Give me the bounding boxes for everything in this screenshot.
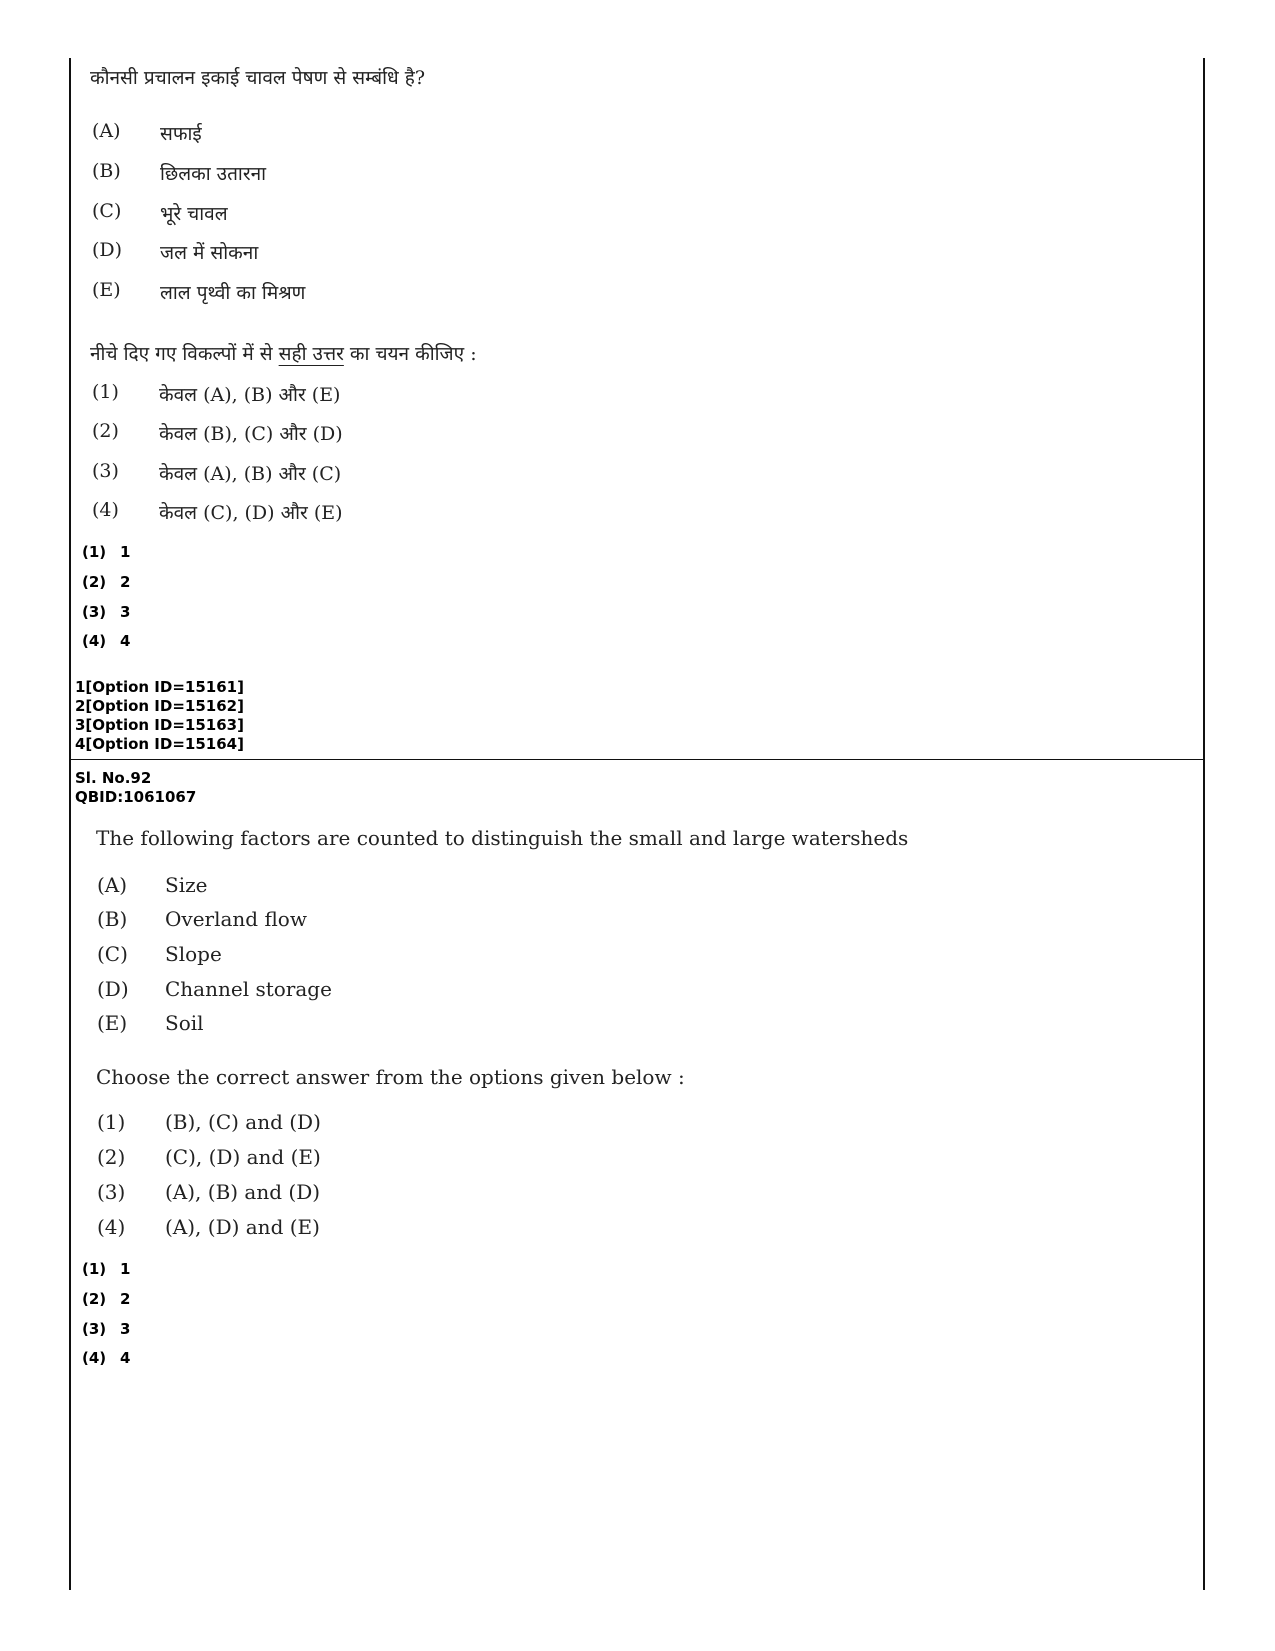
q2-item [97, 942, 222, 966]
q2-item-text: Size [165, 873, 208, 897]
q1-choice-text: केवल (C), (D) और (E) [159, 502, 343, 524]
q1-choice-label: (4) [92, 499, 119, 521]
q2-choice-text: (A), (B) and (D) [165, 1180, 321, 1204]
q1-choice-label: (1) [92, 381, 119, 403]
q1-answer-value: 2 [120, 573, 131, 591]
q2-item-label: (B) [97, 907, 128, 931]
q2-choice-text: (A), (D) and (E) [165, 1215, 320, 1239]
q1-item [92, 239, 259, 264]
q1-item [92, 120, 202, 145]
q1-choice-label: (2) [92, 420, 119, 442]
q2-choice-label: (1) [97, 1110, 126, 1134]
right-border [1203, 58, 1205, 1590]
q1-item-label: (A) [92, 120, 121, 142]
q2-choice [97, 1215, 320, 1239]
q1-item-text: छिलका उतारना [160, 163, 267, 185]
q1-choice-text: केवल (A), (B) और (E) [159, 384, 341, 406]
q1-answer-label: (3) [82, 603, 107, 621]
q1-choice [92, 499, 343, 524]
q1-choice [92, 460, 342, 485]
q1-answer-label: (2) [82, 573, 107, 591]
q1-question-text: कौनसी प्रचालन इकाई चावल पेषण से सम्बंधि है? [90, 67, 426, 89]
q2-item-text: Soil [165, 1011, 204, 1035]
option-id-line: 3[Option ID=15163] [75, 716, 244, 734]
q2-question-text: The following factors are counted to distinguish the small and large watersheds [96, 826, 909, 850]
q2-choice [97, 1180, 321, 1204]
q1-item [92, 200, 228, 225]
q2-item-text: Overland flow [165, 907, 307, 931]
q2-item [97, 907, 307, 931]
q2-choice-label: (2) [97, 1145, 126, 1169]
option-id-line: 1[Option ID=15161] [75, 678, 244, 696]
q2-answer-value: 4 [120, 1349, 131, 1367]
q1-item-text: जल में सोकना [160, 242, 259, 264]
q1-choice-label: (3) [92, 460, 119, 482]
q1-option-ids [75, 678, 244, 754]
q2-choice-text: (B), (C) and (D) [165, 1110, 321, 1134]
q2-answer-value: 1 [120, 1260, 131, 1278]
left-border [69, 58, 71, 1590]
q2-item-text: Channel storage [165, 977, 332, 1001]
option-id-line: 4[Option ID=15164] [75, 735, 244, 753]
q2-answer-label: (2) [82, 1290, 107, 1308]
q1-answer-value: 3 [120, 603, 131, 621]
q2-answer-label: (4) [82, 1349, 107, 1367]
q2-answer-option[interactable] [82, 1320, 131, 1338]
q2-answer-option[interactable] [82, 1290, 131, 1308]
q1-choice [92, 381, 341, 406]
q2-item [97, 873, 208, 897]
q1-item-text: भूरे चावल [160, 203, 228, 225]
qbid: QBID:1061067 [75, 788, 197, 806]
q1-answer-option[interactable] [82, 632, 131, 650]
q1-item-text: सफाई [160, 123, 202, 145]
q2-choice-text: (C), (D) and (E) [165, 1145, 321, 1169]
q1-instruction-post: का चयन कीजिए : [343, 343, 477, 365]
q2-choice [97, 1145, 321, 1169]
q2-item [97, 1011, 204, 1035]
q2-answer-option[interactable] [82, 1349, 131, 1367]
q1-answer-option[interactable] [82, 573, 131, 591]
q2-item-label: (C) [97, 942, 128, 966]
q2-answer-value: 2 [120, 1290, 131, 1308]
q1-choice-text: केवल (A), (B) और (C) [159, 463, 342, 485]
q2-choice [97, 1110, 321, 1134]
q2-item-label: (E) [97, 1011, 128, 1035]
q2-item-label: (A) [97, 873, 128, 897]
option-id-line: 2[Option ID=15162] [75, 697, 244, 715]
q1-item-label: (B) [92, 160, 121, 182]
q1-instruction [90, 340, 477, 366]
q2-answer-label: (1) [82, 1260, 107, 1278]
q1-item [92, 160, 267, 185]
q1-answer-value: 4 [120, 632, 131, 650]
q1-answer-label: (1) [82, 543, 107, 561]
q2-answer-label: (3) [82, 1320, 107, 1338]
q1-answer-option[interactable] [82, 603, 131, 621]
serial-number: Sl. No.92 [75, 769, 152, 787]
q1-item [92, 279, 306, 304]
q1-item-label: (D) [92, 239, 123, 261]
q2-item-label: (D) [97, 977, 129, 1001]
q1-answer-option[interactable] [82, 543, 131, 561]
question-divider [69, 759, 1205, 760]
q2-meta [75, 769, 196, 807]
q2-choice-label: (3) [97, 1180, 126, 1204]
q2-answer-option[interactable] [82, 1260, 131, 1278]
q1-choice-text: केवल (B), (C) और (D) [159, 423, 343, 445]
q2-instruction: Choose the correct answer from the options given below : [96, 1065, 685, 1089]
q1-answer-value: 1 [120, 543, 131, 561]
q2-answer-value: 3 [120, 1320, 131, 1338]
q1-answer-label: (4) [82, 632, 107, 650]
q1-item-label: (C) [92, 200, 122, 222]
q2-choice-label: (4) [97, 1215, 126, 1239]
q2-item [97, 977, 332, 1001]
q2-item-text: Slope [165, 942, 222, 966]
q1-choice [92, 420, 343, 445]
q1-item-text: लाल पृथ्वी का मिश्रण [160, 282, 306, 304]
q1-instruction-pre: नीचे दिए गए विकल्पों में से [90, 343, 279, 365]
q1-instruction-underlined: सही उत्तर [278, 343, 344, 365]
q1-item-label: (E) [92, 279, 121, 301]
